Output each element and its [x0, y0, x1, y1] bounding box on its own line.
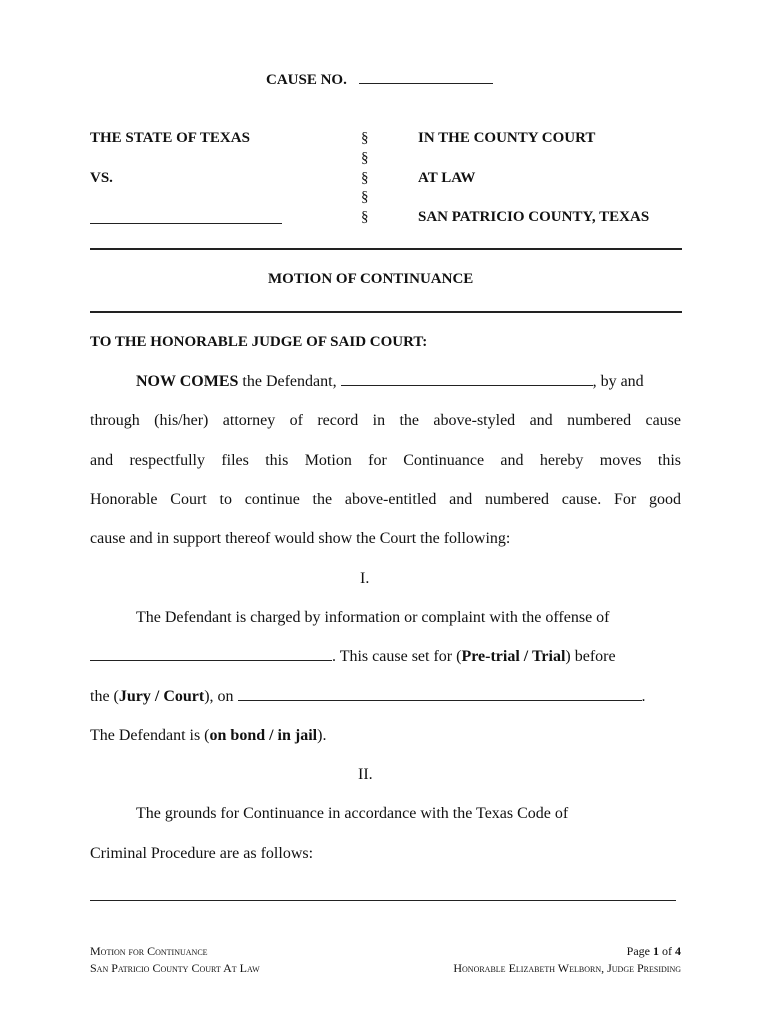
section-symbol-1: §	[361, 130, 369, 146]
section1-line2-text: . This cause set for (	[332, 648, 462, 665]
section1-line2	[90, 648, 616, 666]
section1-line4-start: The Defendant is (	[90, 727, 210, 744]
section2-line2: Criminal Procedure are as follows:	[90, 845, 314, 862]
section1-line3-start: the (	[90, 688, 119, 705]
cause-number-label: CAUSE NO.	[266, 72, 347, 88]
court-name-line2: AT LAW	[418, 170, 476, 186]
footer-court-name: San Patricio County Court At Law	[90, 961, 260, 975]
section2-numeral: II.	[358, 766, 373, 783]
salutation: TO THE HONORABLE JUDGE OF SAID COURT:	[90, 334, 428, 350]
versus-label: VS.	[90, 170, 113, 186]
court-name-line3: SAN PATRICIO COUNTY, TEXAS	[418, 209, 650, 225]
footer-document-name: Motion for Continuance	[90, 944, 208, 958]
section1-line2-end: ) before	[565, 648, 616, 665]
pretrial-trial-option: Pre-trial / Trial	[461, 648, 566, 665]
para1-line3: and respectfully files this Motion for Continuance and hereby moves this	[90, 452, 681, 469]
title-rule-bottom	[90, 311, 682, 313]
court-name-line1: IN THE COUNTY COURT	[418, 130, 596, 146]
jury-court-option: Jury / Court	[118, 688, 205, 705]
bond-jail-option: on bond / in jail	[209, 727, 318, 744]
para1-line2: through (his/her) attorney of record in the above-styled and numbered cause	[90, 412, 681, 429]
page-current: 1	[653, 944, 659, 958]
section1-line4-end: ).	[317, 727, 327, 744]
offense-blank[interactable]	[90, 648, 332, 661]
cause-number-line	[266, 71, 493, 89]
para1-line1	[136, 373, 681, 391]
section-symbol-3: §	[361, 170, 369, 186]
page-prefix: Page	[626, 944, 653, 958]
title-rule-top	[90, 248, 682, 250]
cause-number-blank[interactable]	[359, 71, 493, 84]
defendant-blank[interactable]	[341, 373, 593, 386]
defendant-name-blank[interactable]	[90, 209, 282, 224]
para1-line5: cause and in support thereof would show the Court the following:	[90, 530, 511, 547]
document-title: MOTION OF CONTINUANCE	[268, 271, 474, 287]
para1-line4: Honorable Court to continue the above-entitled and numbered cause. For good	[90, 491, 681, 508]
footer-judge: Honorable Elizabeth Welborn, Judge Presiding	[453, 961, 681, 975]
section1-line4	[90, 727, 326, 745]
section1-line3-mid: ), on	[204, 688, 234, 705]
footer-page-number	[627, 944, 681, 959]
para1-after-blank: , by and	[592, 373, 644, 390]
date-blank[interactable]	[238, 688, 642, 701]
section-symbol-5: §	[361, 209, 369, 225]
section1-line3	[90, 688, 646, 706]
now-comes-label: NOW COMES	[136, 373, 239, 390]
section1-line1: The Defendant is charged by information or complaint with the offense of	[136, 609, 610, 626]
section1-line3-end: .	[641, 688, 646, 705]
section1-numeral: I.	[360, 570, 370, 587]
section2-line1: The grounds for Continuance in accordance with the Texas Code of	[136, 805, 569, 822]
section-symbol-4: §	[361, 189, 369, 205]
para1-lead-rest: the Defendant,	[238, 373, 337, 390]
state-of-texas-party: THE STATE OF TEXAS	[90, 130, 250, 146]
page-total: 4	[675, 944, 681, 958]
page-of: of	[659, 944, 675, 958]
grounds-blank[interactable]	[90, 886, 676, 901]
section-symbol-2: §	[361, 150, 369, 166]
